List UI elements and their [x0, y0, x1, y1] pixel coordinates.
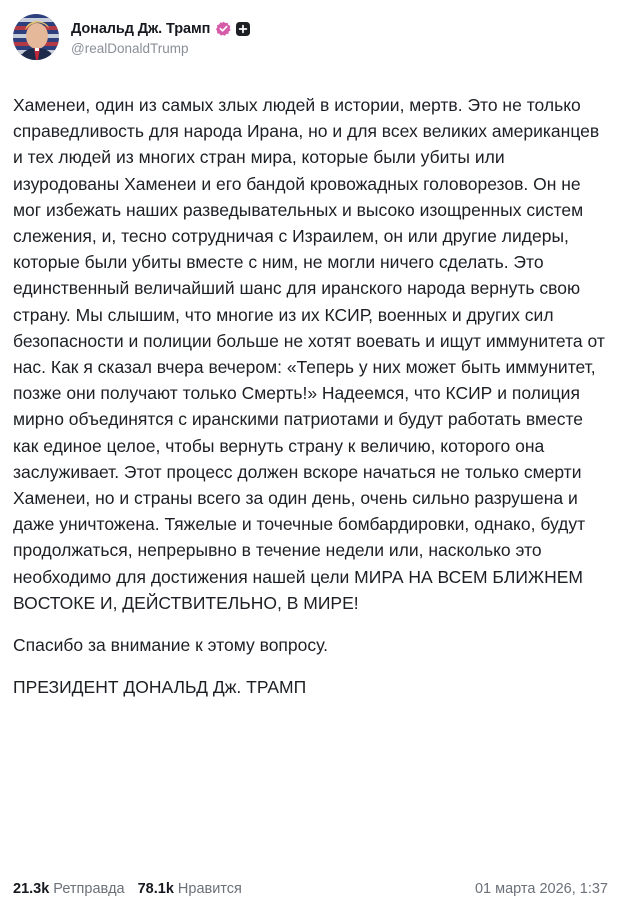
- author-display-name[interactable]: Дональд Дж. Трамп: [71, 20, 211, 37]
- post-paragraph-main: Хаменеи, один из самых злых людей в истории, мертв. Это не только справедливость для народа Ирана, но и для всех великих американцев и тех людей из многих стран мира, которые были убиты или изуродованы Хаменеи и его бандой кровожадных головорезов. Он не мог избежать наших разведывательных и высоко изощренных систем слежения, и, тесно сотрудничая с Израилем, он или другие лидеры, которые были убиты вместе с ним, не могли ничего сделать. Это единственный величайший шанс для иранского народа вернуть свою страну. Мы слышим, что многие из их КСИР, военных и других сил безопасности и полиции больше не хотят воевать и ищут иммунитета от нас. Как я сказал вчера вечером: «Теперь у них может быть иммунитет, позже они получают только Смерть!» Надеемся, что КСИР и полиция мирно объединятся с иранскими патриотами и будут работать вместе как единое целое, чтобы вернуть страну к величию, которого она заслуживает. Этот процесс должен вскоре начаться не только смерти Хаменеи, но и страны всего за один день, очень сильно разрушена и даже уничтожена. Тяжелые и точечные бомбардировки, однако, будут продолжаться, непрерывно в течение недели или, насколько это необходимо для достижения нашей цели МИРА НА ВСЕМ БЛИЖНЕМ ВОСТОКЕ И, ДЕЙСТВИТЕЛЬНО, В МИРЕ!: [13, 95, 605, 613]
- avatar[interactable]: [13, 14, 59, 60]
- retruths-stat[interactable]: [13, 881, 125, 897]
- plus-icon[interactable]: [236, 22, 250, 36]
- post-paragraph-signature: ПРЕЗИДЕНТ ДОНАЛЬД Дж. ТРАМП: [13, 677, 307, 698]
- retruths-label: Ретправда: [53, 881, 125, 897]
- post-footer: [13, 881, 608, 897]
- post-header: [13, 14, 250, 60]
- likes-label: Нравится: [177, 881, 242, 897]
- name-row: [71, 19, 250, 39]
- post-body: [13, 92, 613, 700]
- verified-badge-icon: [216, 21, 231, 36]
- avatar-image: [13, 14, 59, 60]
- retruths-count: 21.3k: [13, 881, 50, 897]
- likes-count: 78.1k: [137, 881, 174, 897]
- author-info: [71, 19, 250, 56]
- post-timestamp[interactable]: 01 марта 2026, 1:37: [474, 881, 608, 897]
- post-paragraph-thanks: Спасибо за внимание к этому вопросу.: [13, 635, 328, 656]
- author-handle[interactable]: @realDonaldTrump: [71, 40, 189, 56]
- likes-stat[interactable]: [138, 881, 242, 897]
